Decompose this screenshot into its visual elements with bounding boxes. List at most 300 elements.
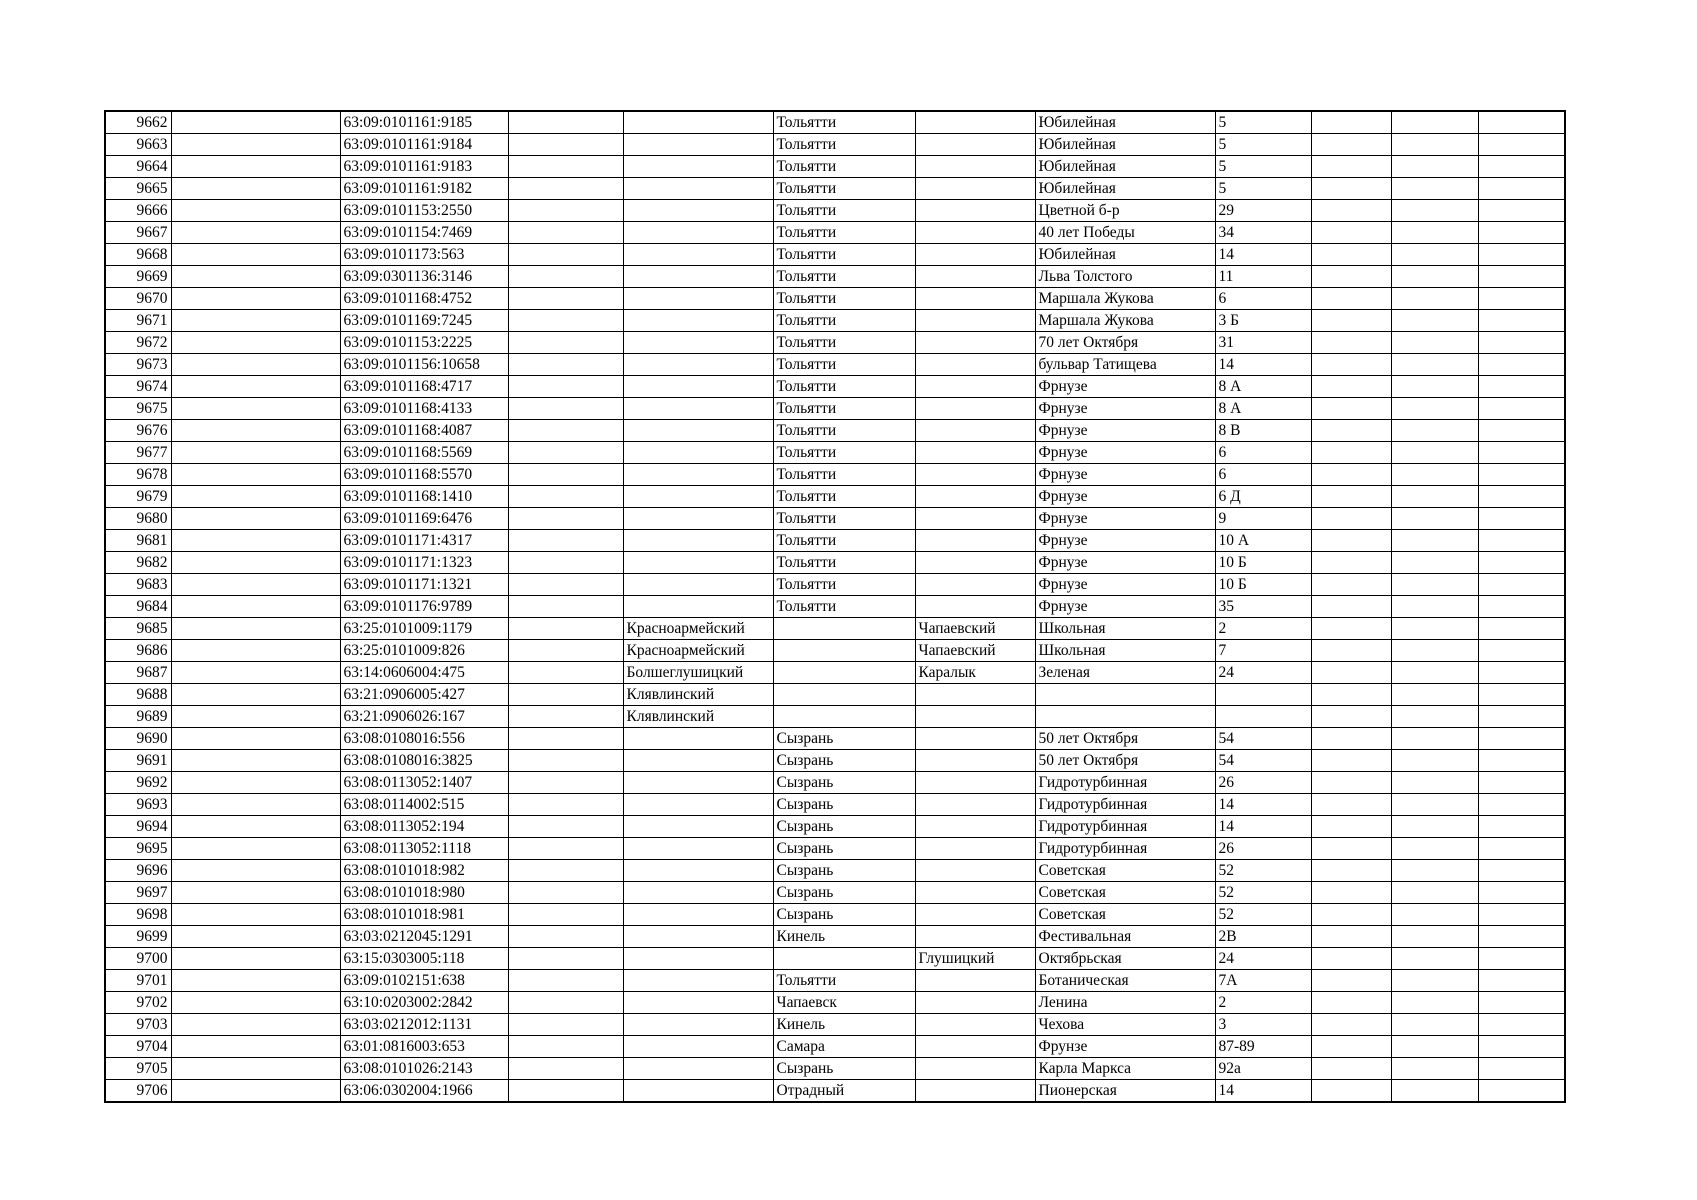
cell-blank-5 — [1478, 552, 1565, 574]
cell-blank-2 — [508, 816, 623, 838]
cell-blank-3 — [1311, 860, 1391, 882]
cell-blank-4 — [1391, 222, 1478, 244]
cell-settlement — [915, 860, 1035, 882]
cell-cadastral-number: 63:09:0101168:4752 — [340, 288, 508, 310]
cell-blank-2 — [508, 1014, 623, 1036]
cell-blank-5 — [1478, 772, 1565, 794]
cell-settlement — [915, 706, 1035, 728]
cell-blank-4 — [1391, 310, 1478, 332]
cell-street: Льва Толстого — [1035, 266, 1215, 288]
table-row — [105, 398, 1565, 420]
cell-street: Гидротурбинная — [1035, 794, 1215, 816]
registry-table — [104, 110, 1566, 1103]
cell-row-number: 9701 — [105, 970, 171, 992]
cell-settlement: Чапаевский — [915, 640, 1035, 662]
cell-district — [623, 728, 773, 750]
cell-cadastral-number: 63:15:0303005:118 — [340, 948, 508, 970]
cell-street: Фестивальная — [1035, 926, 1215, 948]
cell-city: Тольятти — [773, 376, 915, 398]
cell-district — [623, 420, 773, 442]
cell-blank-1 — [171, 508, 340, 530]
cell-blank-4 — [1391, 464, 1478, 486]
cell-blank-4 — [1391, 134, 1478, 156]
cell-blank-3 — [1311, 486, 1391, 508]
cell-blank-1 — [171, 1058, 340, 1080]
cell-district: Красноармейский — [623, 618, 773, 640]
cell-city: Тольятти — [773, 200, 915, 222]
table-row — [105, 772, 1565, 794]
cell-cadastral-number: 63:08:0108016:556 — [340, 728, 508, 750]
cell-blank-5 — [1478, 860, 1565, 882]
cell-blank-2 — [508, 662, 623, 684]
cell-blank-1 — [171, 882, 340, 904]
cell-blank-5 — [1478, 244, 1565, 266]
table-row — [105, 508, 1565, 530]
cell-blank-5 — [1478, 200, 1565, 222]
cell-district — [623, 156, 773, 178]
cell-row-number: 9678 — [105, 464, 171, 486]
cell-district — [623, 442, 773, 464]
cell-cadastral-number: 63:08:0101026:2143 — [340, 1058, 508, 1080]
cell-settlement — [915, 310, 1035, 332]
cell-cadastral-number: 63:09:0101171:1321 — [340, 574, 508, 596]
cell-settlement — [915, 596, 1035, 618]
cell-street: Фрунзе — [1035, 1036, 1215, 1058]
table-row — [105, 992, 1565, 1014]
cell-row-number: 9700 — [105, 948, 171, 970]
cell-cadastral-number: 63:08:0108016:3825 — [340, 750, 508, 772]
cell-blank-5 — [1478, 904, 1565, 926]
cell-cadastral-number: 63:09:0101168:4087 — [340, 420, 508, 442]
cell-blank-1 — [171, 111, 340, 134]
cell-blank-4 — [1391, 1014, 1478, 1036]
cell-blank-5 — [1478, 266, 1565, 288]
cell-blank-4 — [1391, 244, 1478, 266]
cell-blank-5 — [1478, 332, 1565, 354]
cell-blank-5 — [1478, 1058, 1565, 1080]
cell-city: Тольятти — [773, 442, 915, 464]
cell-row-number: 9680 — [105, 508, 171, 530]
cell-street: Зеленая — [1035, 662, 1215, 684]
cell-city: Сызрань — [773, 1058, 915, 1080]
cell-house-number: 2 — [1215, 992, 1311, 1014]
cell-blank-5 — [1478, 134, 1565, 156]
cell-street: Гидротурбинная — [1035, 772, 1215, 794]
cell-cadastral-number: 63:21:0906005:427 — [340, 684, 508, 706]
cell-settlement — [915, 574, 1035, 596]
cell-blank-4 — [1391, 750, 1478, 772]
cell-row-number: 9663 — [105, 134, 171, 156]
cell-blank-3 — [1311, 552, 1391, 574]
cell-blank-4 — [1391, 618, 1478, 640]
cell-blank-1 — [171, 222, 340, 244]
cell-city — [773, 948, 915, 970]
table-row — [105, 618, 1565, 640]
cell-blank-3 — [1311, 1080, 1391, 1103]
cell-blank-1 — [171, 992, 340, 1014]
cell-blank-3 — [1311, 1036, 1391, 1058]
cell-settlement — [915, 904, 1035, 926]
cell-street: Маршала Жукова — [1035, 310, 1215, 332]
cell-blank-4 — [1391, 992, 1478, 1014]
cell-blank-2 — [508, 486, 623, 508]
cell-blank-4 — [1391, 816, 1478, 838]
cell-blank-4 — [1391, 904, 1478, 926]
cell-house-number: 3 Б — [1215, 310, 1311, 332]
cell-city: Тольятти — [773, 574, 915, 596]
cell-blank-1 — [171, 794, 340, 816]
cell-city: Тольятти — [773, 596, 915, 618]
cell-district: Красноармейский — [623, 640, 773, 662]
cell-street: Пионерская — [1035, 1080, 1215, 1103]
cell-row-number: 9687 — [105, 662, 171, 684]
cell-row-number: 9705 — [105, 1058, 171, 1080]
table-row — [105, 596, 1565, 618]
cell-city — [773, 618, 915, 640]
cell-settlement — [915, 156, 1035, 178]
cell-row-number: 9692 — [105, 772, 171, 794]
cell-blank-3 — [1311, 816, 1391, 838]
cell-street: бульвар Татищева — [1035, 354, 1215, 376]
cell-blank-5 — [1478, 970, 1565, 992]
cell-blank-3 — [1311, 178, 1391, 200]
cell-cadastral-number: 63:01:0816003:653 — [340, 1036, 508, 1058]
cell-blank-2 — [508, 464, 623, 486]
cell-row-number: 9684 — [105, 596, 171, 618]
cell-blank-3 — [1311, 970, 1391, 992]
cell-settlement — [915, 728, 1035, 750]
cell-blank-2 — [508, 134, 623, 156]
cell-city: Кинель — [773, 926, 915, 948]
cell-settlement — [915, 222, 1035, 244]
cell-blank-5 — [1478, 420, 1565, 442]
cell-blank-3 — [1311, 200, 1391, 222]
cell-district — [623, 948, 773, 970]
cell-district — [623, 200, 773, 222]
cell-blank-1 — [171, 156, 340, 178]
cell-blank-5 — [1478, 354, 1565, 376]
cell-blank-4 — [1391, 442, 1478, 464]
cell-blank-1 — [171, 464, 340, 486]
table-row — [105, 838, 1565, 860]
cell-house-number: 10 Б — [1215, 574, 1311, 596]
table-row — [105, 552, 1565, 574]
cell-blank-2 — [508, 992, 623, 1014]
table-row — [105, 750, 1565, 772]
cell-row-number: 9693 — [105, 794, 171, 816]
cell-row-number: 9682 — [105, 552, 171, 574]
cell-blank-1 — [171, 772, 340, 794]
table-row — [105, 706, 1565, 728]
cell-blank-2 — [508, 970, 623, 992]
cell-cadastral-number: 63:09:0101171:1323 — [340, 552, 508, 574]
cell-cadastral-number: 63:08:0113052:1407 — [340, 772, 508, 794]
cell-blank-5 — [1478, 178, 1565, 200]
cell-street — [1035, 706, 1215, 728]
cell-settlement — [915, 134, 1035, 156]
cell-settlement — [915, 552, 1035, 574]
cell-blank-1 — [171, 376, 340, 398]
cell-house-number: 26 — [1215, 838, 1311, 860]
table-row — [105, 156, 1565, 178]
cell-blank-5 — [1478, 310, 1565, 332]
cell-street: Чехова — [1035, 1014, 1215, 1036]
cell-blank-4 — [1391, 1080, 1478, 1103]
cell-blank-1 — [171, 860, 340, 882]
cell-house-number: 14 — [1215, 244, 1311, 266]
cell-city: Тольятти — [773, 310, 915, 332]
cell-street: Школьная — [1035, 618, 1215, 640]
cell-district — [623, 596, 773, 618]
cell-street: Юбилейная — [1035, 156, 1215, 178]
cell-district — [623, 464, 773, 486]
cell-row-number: 9699 — [105, 926, 171, 948]
cell-cadastral-number: 63:09:0101153:2550 — [340, 200, 508, 222]
cell-blank-2 — [508, 156, 623, 178]
cell-blank-4 — [1391, 640, 1478, 662]
cell-blank-2 — [508, 508, 623, 530]
cell-settlement — [915, 244, 1035, 266]
cell-settlement — [915, 442, 1035, 464]
cell-cadastral-number: 63:08:0113052:194 — [340, 816, 508, 838]
cell-blank-1 — [171, 684, 340, 706]
table-row — [105, 948, 1565, 970]
cell-cadastral-number: 63:08:0101018:980 — [340, 882, 508, 904]
cell-blank-3 — [1311, 310, 1391, 332]
cell-blank-1 — [171, 420, 340, 442]
cell-street: Юбилейная — [1035, 134, 1215, 156]
cell-blank-3 — [1311, 442, 1391, 464]
cell-row-number: 9675 — [105, 398, 171, 420]
cell-house-number: 52 — [1215, 860, 1311, 882]
table-row — [105, 288, 1565, 310]
cell-row-number: 9689 — [105, 706, 171, 728]
cell-cadastral-number: 63:09:0101168:4717 — [340, 376, 508, 398]
cell-street: Школьная — [1035, 640, 1215, 662]
cell-blank-3 — [1311, 530, 1391, 552]
cell-blank-2 — [508, 728, 623, 750]
cell-blank-1 — [171, 948, 340, 970]
cell-street: 70 лет Октября — [1035, 332, 1215, 354]
cell-blank-2 — [508, 838, 623, 860]
cell-row-number: 9703 — [105, 1014, 171, 1036]
cell-house-number: 5 — [1215, 111, 1311, 134]
cell-house-number: 6 — [1215, 442, 1311, 464]
cell-street: Юбилейная — [1035, 244, 1215, 266]
cell-district — [623, 266, 773, 288]
cell-cadastral-number: 63:09:0101161:9184 — [340, 134, 508, 156]
cell-blank-4 — [1391, 200, 1478, 222]
cell-city: Тольятти — [773, 111, 915, 134]
cell-cadastral-number: 63:09:0101154:7469 — [340, 222, 508, 244]
cell-street: Фрнузе — [1035, 508, 1215, 530]
cell-city: Сызрань — [773, 860, 915, 882]
cell-row-number: 9697 — [105, 882, 171, 904]
cell-settlement — [915, 750, 1035, 772]
table-row — [105, 134, 1565, 156]
cell-house-number: 52 — [1215, 882, 1311, 904]
cell-settlement — [915, 1080, 1035, 1103]
cell-street: Советская — [1035, 904, 1215, 926]
table-row — [105, 442, 1565, 464]
cell-blank-1 — [171, 530, 340, 552]
cell-house-number: 14 — [1215, 1080, 1311, 1103]
cell-blank-4 — [1391, 486, 1478, 508]
cell-blank-2 — [508, 442, 623, 464]
table-row — [105, 1036, 1565, 1058]
cell-blank-4 — [1391, 838, 1478, 860]
cell-blank-4 — [1391, 860, 1478, 882]
cell-city: Сызрань — [773, 728, 915, 750]
cell-blank-3 — [1311, 222, 1391, 244]
cell-blank-3 — [1311, 244, 1391, 266]
cell-district — [623, 222, 773, 244]
cell-house-number: 54 — [1215, 728, 1311, 750]
table-row — [105, 1014, 1565, 1036]
cell-district — [623, 508, 773, 530]
cell-blank-1 — [171, 354, 340, 376]
cell-settlement: Чапаевский — [915, 618, 1035, 640]
cell-cadastral-number: 63:08:0101018:982 — [340, 860, 508, 882]
cell-city: Тольятти — [773, 398, 915, 420]
cell-district: Клявлинский — [623, 706, 773, 728]
cell-cadastral-number: 63:09:0102151:638 — [340, 970, 508, 992]
cell-city: Сызрань — [773, 794, 915, 816]
cell-settlement — [915, 111, 1035, 134]
table-row — [105, 200, 1565, 222]
cell-house-number: 3 — [1215, 1014, 1311, 1036]
cell-district — [623, 398, 773, 420]
cell-city: Тольятти — [773, 420, 915, 442]
cell-row-number: 9677 — [105, 442, 171, 464]
cell-blank-2 — [508, 772, 623, 794]
cell-blank-1 — [171, 816, 340, 838]
cell-city: Тольятти — [773, 552, 915, 574]
cell-house-number: 6 — [1215, 464, 1311, 486]
cell-house-number: 24 — [1215, 662, 1311, 684]
cell-house-number: 8 В — [1215, 420, 1311, 442]
cell-city — [773, 684, 915, 706]
cell-district — [623, 1080, 773, 1103]
cell-blank-2 — [508, 684, 623, 706]
cell-row-number: 9679 — [105, 486, 171, 508]
cell-cadastral-number: 63:09:0101161:9183 — [340, 156, 508, 178]
cell-house-number: 8 А — [1215, 376, 1311, 398]
cell-blank-1 — [171, 728, 340, 750]
table-row — [105, 794, 1565, 816]
cell-blank-5 — [1478, 948, 1565, 970]
cell-row-number: 9698 — [105, 904, 171, 926]
cell-street: Фрнузе — [1035, 464, 1215, 486]
cell-blank-5 — [1478, 750, 1565, 772]
table-row — [105, 420, 1565, 442]
cell-blank-1 — [171, 486, 340, 508]
cell-blank-1 — [171, 442, 340, 464]
cell-house-number: 34 — [1215, 222, 1311, 244]
cell-city — [773, 662, 915, 684]
table-row — [105, 970, 1565, 992]
cell-settlement — [915, 376, 1035, 398]
cell-row-number: 9673 — [105, 354, 171, 376]
cell-blank-4 — [1391, 948, 1478, 970]
cell-blank-3 — [1311, 772, 1391, 794]
cell-street: Советская — [1035, 882, 1215, 904]
cell-blank-2 — [508, 420, 623, 442]
cell-row-number: 9676 — [105, 420, 171, 442]
cell-settlement — [915, 816, 1035, 838]
cell-cadastral-number: 63:09:0301136:3146 — [340, 266, 508, 288]
cell-blank-2 — [508, 1036, 623, 1058]
cell-cadastral-number: 63:09:0101168:5570 — [340, 464, 508, 486]
cell-settlement — [915, 794, 1035, 816]
cell-blank-2 — [508, 222, 623, 244]
cell-district — [623, 332, 773, 354]
table-row — [105, 574, 1565, 596]
cell-blank-4 — [1391, 111, 1478, 134]
cell-cadastral-number: 63:09:0101168:4133 — [340, 398, 508, 420]
table-row — [105, 1058, 1565, 1080]
cell-house-number — [1215, 706, 1311, 728]
cell-row-number: 9704 — [105, 1036, 171, 1058]
cell-house-number: 14 — [1215, 794, 1311, 816]
cell-blank-1 — [171, 574, 340, 596]
table-row — [105, 530, 1565, 552]
cell-blank-5 — [1478, 926, 1565, 948]
cell-blank-4 — [1391, 376, 1478, 398]
cell-blank-3 — [1311, 354, 1391, 376]
cell-row-number: 9690 — [105, 728, 171, 750]
table-row — [105, 266, 1565, 288]
cell-cadastral-number: 63:09:0101169:6476 — [340, 508, 508, 530]
cell-blank-5 — [1478, 574, 1565, 596]
cell-house-number: 10 Б — [1215, 552, 1311, 574]
cell-blank-5 — [1478, 1080, 1565, 1103]
cell-blank-1 — [171, 310, 340, 332]
cell-street: Фрнузе — [1035, 596, 1215, 618]
table-row — [105, 310, 1565, 332]
cell-street: Юбилейная — [1035, 178, 1215, 200]
cell-row-number: 9683 — [105, 574, 171, 596]
cell-street: Фрнузе — [1035, 420, 1215, 442]
cell-row-number: 9669 — [105, 266, 171, 288]
cell-blank-2 — [508, 926, 623, 948]
cell-blank-4 — [1391, 266, 1478, 288]
cell-row-number: 9671 — [105, 310, 171, 332]
cell-blank-4 — [1391, 706, 1478, 728]
cell-blank-1 — [171, 618, 340, 640]
cell-cadastral-number: 63:08:0101018:981 — [340, 904, 508, 926]
cell-house-number: 31 — [1215, 332, 1311, 354]
cell-blank-5 — [1478, 111, 1565, 134]
cell-row-number: 9696 — [105, 860, 171, 882]
cell-blank-5 — [1478, 882, 1565, 904]
cell-city: Чапаевск — [773, 992, 915, 1014]
cell-city: Тольятти — [773, 244, 915, 266]
table-row — [105, 111, 1565, 134]
cell-blank-5 — [1478, 398, 1565, 420]
cell-city: Сызрань — [773, 750, 915, 772]
cell-city: Тольятти — [773, 354, 915, 376]
table-row — [105, 1080, 1565, 1103]
cell-blank-3 — [1311, 640, 1391, 662]
cell-blank-4 — [1391, 288, 1478, 310]
cell-settlement — [915, 508, 1035, 530]
cell-blank-1 — [171, 134, 340, 156]
cell-blank-1 — [171, 1080, 340, 1103]
table-row — [105, 728, 1565, 750]
cell-house-number — [1215, 684, 1311, 706]
cell-settlement — [915, 200, 1035, 222]
